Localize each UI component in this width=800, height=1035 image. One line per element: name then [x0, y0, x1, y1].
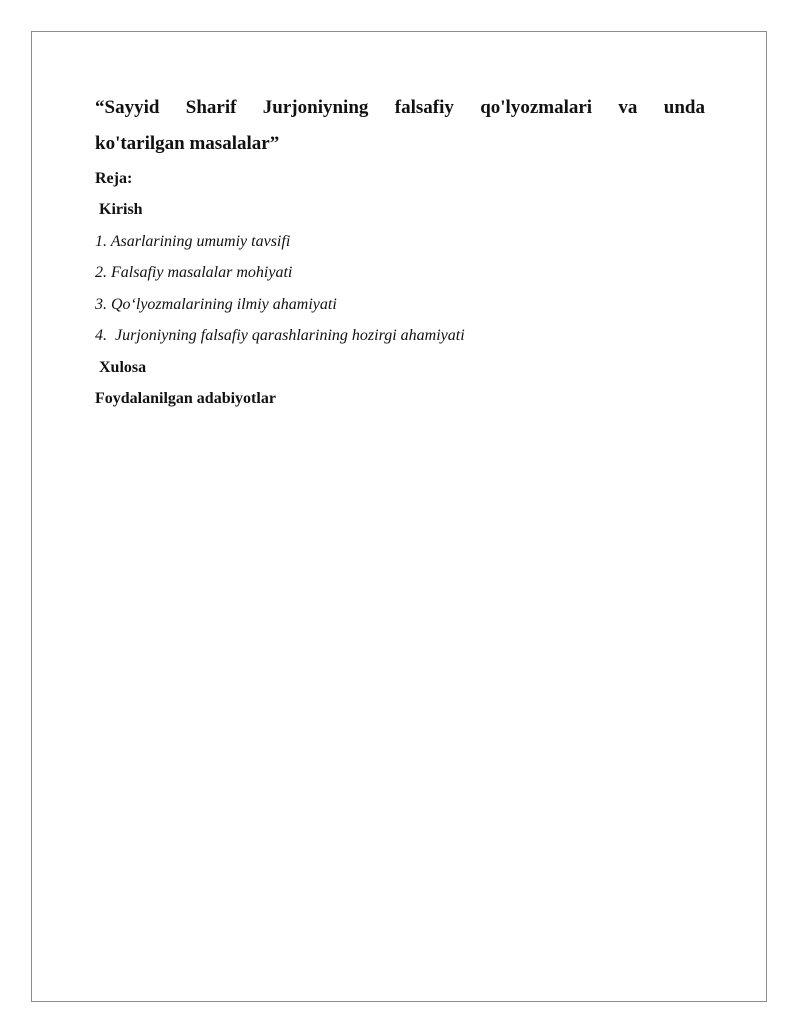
document-content — [95, 90, 705, 415]
plan-conclusion: Xulosa — [95, 358, 147, 376]
document-title — [95, 90, 705, 162]
plan-item-1: 1. Asarlarining umumiy tavsifi — [95, 232, 291, 250]
title-line-2: ko'tarilgan masalalar” — [95, 133, 280, 154]
plan-heading: Reja: — [95, 170, 133, 187]
plan-references: Foydalanilgan adabiyotlar — [95, 390, 276, 407]
plan-item-4: 4. Jurjoniyning falsafiy qarashlarining hozirgi ahamiyati — [95, 327, 465, 344]
plan-item-2: 2. Falsafiy masalalar mohiyati — [95, 264, 293, 281]
plan-item-3: 3. Qo‘lyozmalarining ilmiy ahamiyati — [95, 295, 337, 313]
plan-intro: Kirish — [95, 201, 143, 218]
title-line-1: “Sayyid Sharif Jurjoniyning falsafiy qo'lyozmalari va unda — [95, 97, 705, 118]
